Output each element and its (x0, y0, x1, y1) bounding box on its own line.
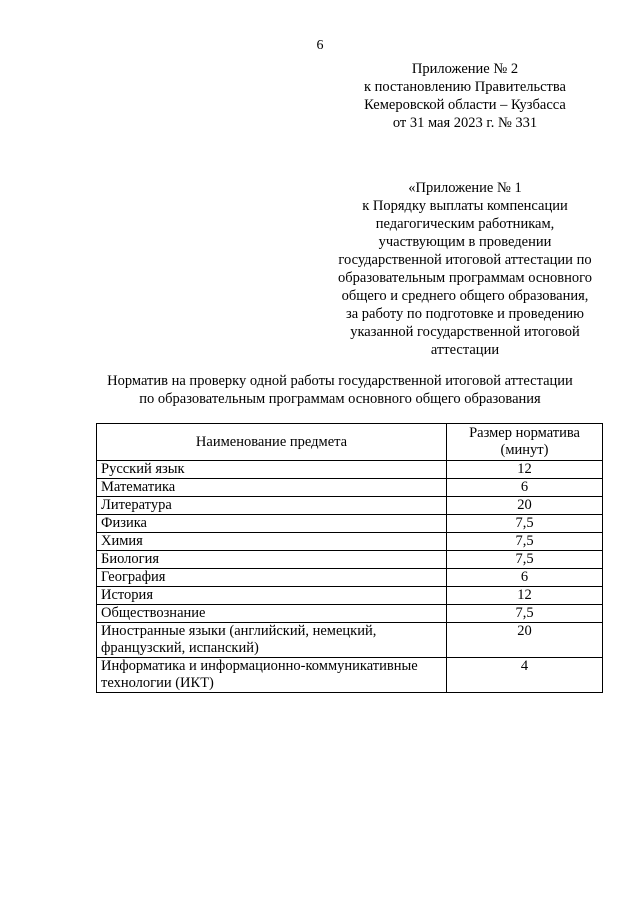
appendix-1-line: педагогическим работникам, (375, 216, 555, 232)
norm-cell: 7,5 (447, 551, 603, 569)
appendix-1-line: за работу по подготовке и проведению (346, 306, 584, 322)
table-row (97, 658, 603, 693)
appendix-1-header (330, 179, 600, 359)
table-row (97, 569, 603, 587)
appendix-2-header (330, 60, 600, 132)
subject-cell: Биология (97, 551, 447, 569)
table-row (97, 479, 603, 497)
page-number: 6 (316, 38, 324, 53)
subject-cell: Обществознание (97, 605, 447, 623)
appendix-1-line: государственной итоговой аттестации по (338, 252, 592, 268)
appendix-1-line: аттестации (430, 342, 500, 358)
table-header-row (97, 424, 603, 461)
table-title-line: по образовательным программам основного общего образования (139, 391, 541, 407)
norm-cell: 20 (447, 623, 603, 658)
subject-cell: Русский язык (97, 461, 447, 479)
table-row (97, 623, 603, 658)
subject-cell: История (97, 587, 447, 605)
table-row (97, 605, 603, 623)
appendix-2-line: Кемеровской области – Кузбасса (364, 97, 566, 113)
appendix-2-line: к постановлению Правительства (364, 79, 566, 95)
table-row (97, 587, 603, 605)
subject-cell (97, 658, 447, 693)
appendix-2-line: Приложение № 2 (411, 61, 519, 77)
table-row (97, 551, 603, 569)
norm-cell: 7,5 (447, 605, 603, 623)
header-norm-line: (минут) (500, 442, 549, 458)
norm-cell: 12 (447, 461, 603, 479)
table-row (97, 461, 603, 479)
norm-cell: 4 (447, 658, 603, 693)
subject-cell: Литература (97, 497, 447, 515)
table-row (97, 515, 603, 533)
table-row (97, 533, 603, 551)
table-title-line: Норматив на проверку одной работы государственной итоговой аттестации (107, 373, 573, 389)
appendix-1-line: указанной государственной итоговой (350, 324, 580, 340)
subject-line: французский, испанский) (101, 640, 259, 656)
table-title (60, 372, 620, 408)
subject-cell: Физика (97, 515, 447, 533)
appendix-2-line: от 31 мая 2023 г. № 331 (392, 115, 538, 131)
appendix-1-line: общего и среднего общего образования, (341, 288, 589, 304)
subject-cell: Математика (97, 479, 447, 497)
appendix-1-line: к Порядку выплаты компенсации (362, 198, 568, 214)
header-norm (447, 424, 603, 461)
subject-line: Иностранные языки (английский, немецкий, (101, 623, 377, 639)
appendix-1-line: образовательным программам основного (338, 270, 592, 286)
subject-cell: География (97, 569, 447, 587)
norm-cell: 7,5 (447, 533, 603, 551)
norm-cell: 6 (447, 569, 603, 587)
norm-cell: 6 (447, 479, 603, 497)
appendix-1-line: участвующим в проведении (378, 234, 552, 250)
norms-table (96, 423, 603, 693)
appendix-1-line: «Приложение № 1 (408, 180, 522, 196)
norm-cell: 7,5 (447, 515, 603, 533)
norm-cell: 12 (447, 587, 603, 605)
header-norm-line: Размер норматива (469, 425, 580, 441)
subject-cell (97, 623, 447, 658)
subject-line: технологии (ИКТ) (101, 675, 214, 691)
subject-line: Информатика и информационно-коммуникативные (101, 658, 418, 674)
subject-cell: Химия (97, 533, 447, 551)
norm-cell: 20 (447, 497, 603, 515)
header-subject: Наименование предмета (97, 424, 447, 461)
table-row (97, 497, 603, 515)
